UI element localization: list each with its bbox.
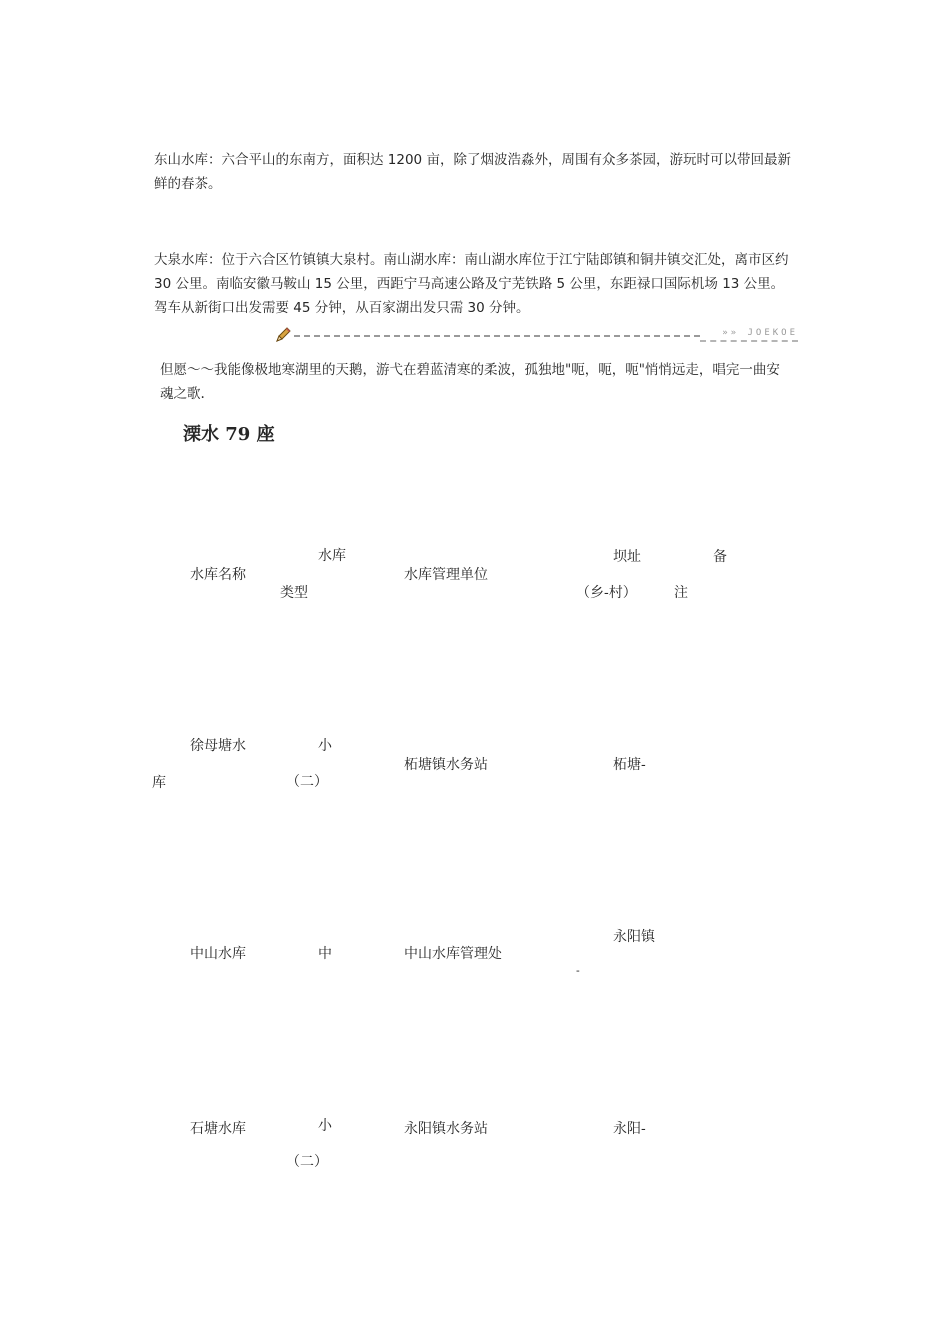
row3-unit: 永阳镇水务站: [404, 1121, 488, 1137]
row3-type-line2: （二）: [286, 1154, 328, 1170]
row2-site-line1: 永阳镇: [613, 929, 655, 945]
header-site-line1: 坝址: [613, 549, 641, 565]
row2-unit: 中山水库管理处: [404, 946, 502, 962]
row3-name: 石塘水库: [190, 1121, 246, 1137]
signature-text: JOEKOE: [747, 328, 798, 338]
paragraph-daquan-reservoir: 大泉水库：位于六合区竹镇镇大泉村。南山湖水库：南山湖水库位于江宁陆郎镇和铜井镇交汇处，离市区约 30 公里。南临安徽马鞍山 15 公里，西距宁马高速公路及宁芜铁路 5 公里，东距禄口国际机场 13 公里。驾车从新街口出发需要 45 分钟，从百家湖出发只需 30 分钟。: [154, 252, 789, 316]
header-unit: 水库管理单位: [404, 567, 488, 583]
row1-type-line2: （二）: [286, 774, 328, 790]
row1-name-line1: 徐母塘水: [190, 738, 246, 754]
header-type-line1: 水库: [318, 548, 346, 564]
row1-type-line1: 小: [318, 738, 332, 754]
header-note-line1: 备: [713, 549, 727, 565]
dashed-rule-lower: [700, 340, 798, 342]
header-name: 水库名称: [190, 567, 246, 583]
header-note-line2: 注: [674, 585, 688, 601]
header-site-line2: （乡-村）: [576, 585, 637, 601]
signature-label: »» JOEKOE: [722, 328, 798, 338]
paragraph-dongshan-reservoir: 东山水库：六合平山的东南方，面积达 1200 亩，除了烟波浩淼外，周围有众多茶园，游玩时可以带回最新鲜的春茶。: [154, 152, 791, 192]
row1-site: 柘塘-: [613, 757, 646, 773]
row2-site-line2: -: [576, 964, 580, 977]
section-heading: 溧水 79 座: [183, 424, 275, 445]
row2-type: 中: [318, 946, 332, 962]
row2-name: 中山水库: [190, 946, 246, 962]
row1-name-line2: 库: [152, 775, 166, 791]
pencil-icon: [274, 326, 292, 344]
header-type-line2: 类型: [280, 585, 308, 601]
row3-type-line1: 小: [318, 1118, 332, 1134]
signature-divider: [274, 326, 798, 344]
row3-site: 永阳-: [613, 1121, 646, 1137]
row1-unit: 柘塘镇水务站: [404, 757, 488, 773]
dashed-rule: [294, 335, 700, 337]
quote-text: 但愿～～我能像极地寒湖里的天鹅，游弋在碧蓝清寒的柔波，孤独地"呃，呃，呃"悄悄远走，唱完一曲安魂之歌.: [160, 362, 780, 402]
